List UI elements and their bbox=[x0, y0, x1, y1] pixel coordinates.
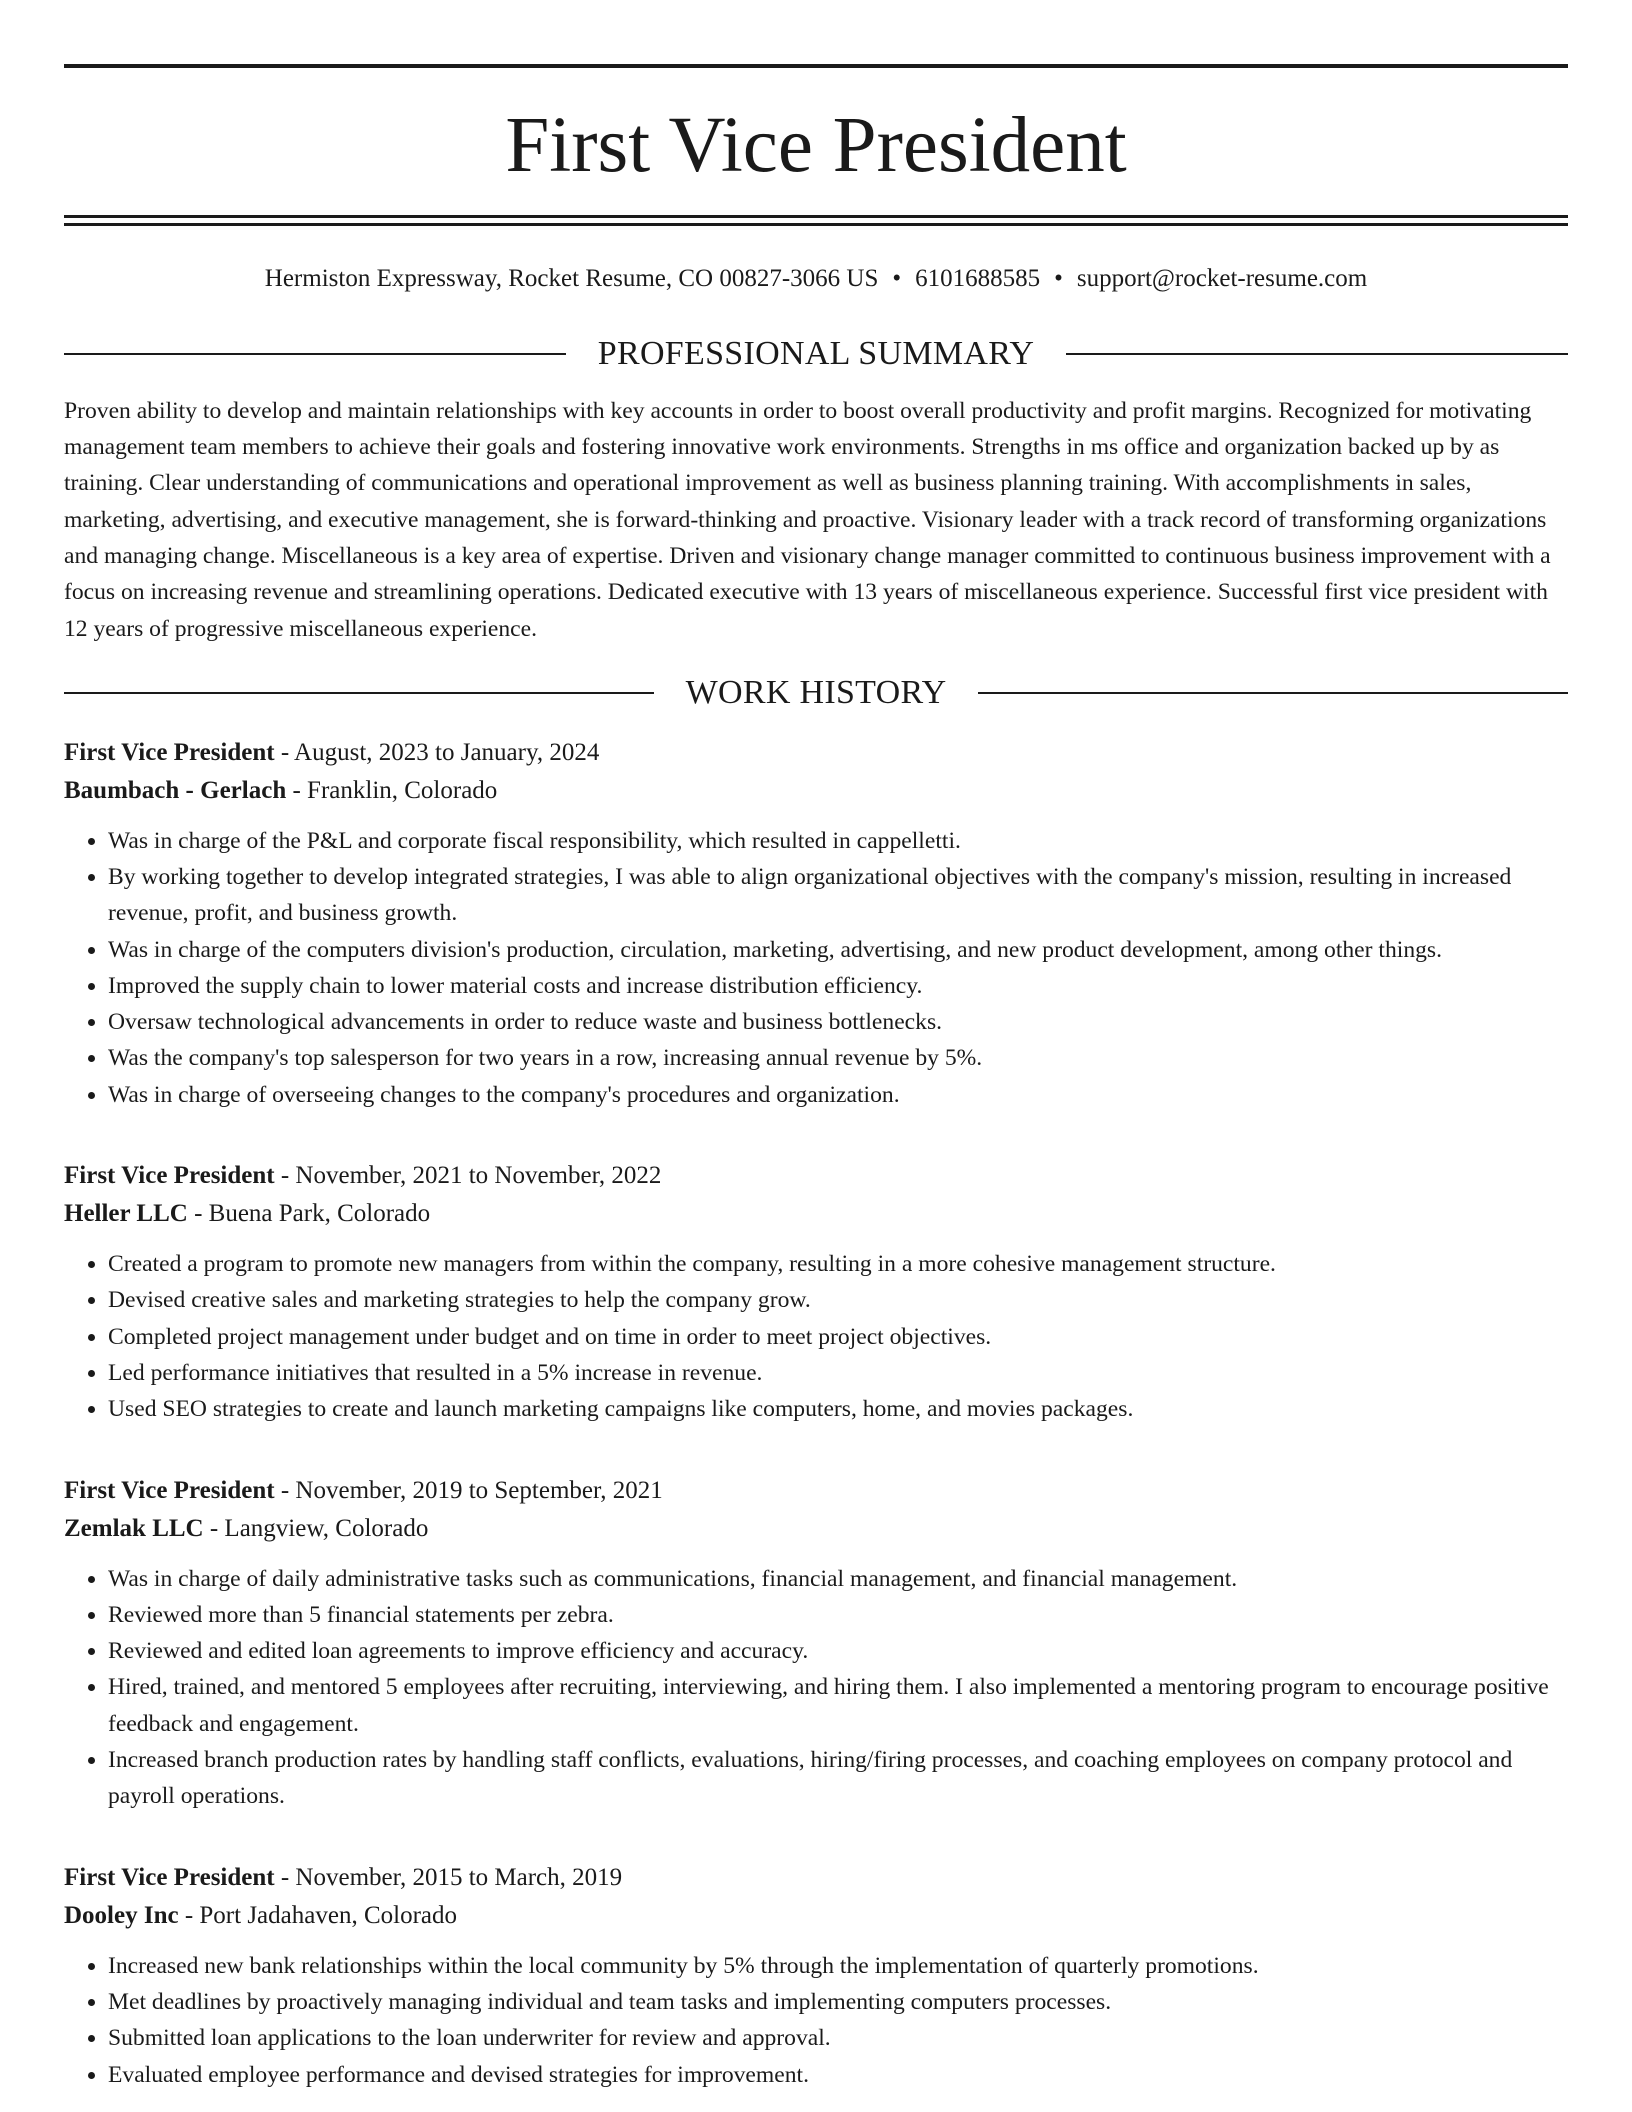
job-title: First Vice President bbox=[64, 1863, 275, 1891]
job-entry bbox=[64, 1157, 1568, 1427]
job-company-line bbox=[64, 1510, 1568, 1548]
job-bullet: • Devised creative sales and marketing strategies to help the company grow. bbox=[108, 1282, 1568, 1318]
job-dates: - November, 2019 to September, 2021 bbox=[274, 1476, 663, 1504]
candidate-name: First Vice President bbox=[505, 102, 1127, 189]
job-company-line bbox=[64, 772, 1568, 810]
summary-heading bbox=[64, 334, 1568, 375]
job-company: Baumbach - Gerlach bbox=[64, 776, 287, 804]
contact-separator: • bbox=[892, 265, 902, 292]
job-location: - Langview, Colorado bbox=[203, 1514, 429, 1542]
job-company: Zemlak LLC bbox=[64, 1514, 204, 1542]
job-bullet: • Oversaw technological advancements in order to reduce waste and business bottlenecks. bbox=[108, 1004, 1568, 1040]
job-company-line bbox=[64, 1195, 1568, 1233]
job-bullet: • Was in charge of overseeing changes to the company's procedures and organization. bbox=[108, 1077, 1568, 1113]
contact-line bbox=[64, 264, 1568, 294]
job-bullet: • Improved the supply chain to lower material costs and increase distribution efficiency. bbox=[108, 968, 1568, 1004]
job-entry bbox=[64, 734, 1568, 1113]
job-entry bbox=[64, 1472, 1568, 1815]
job-bullet: • By working together to develop integrated strategies, I was able to align organizational objectives with the company's mission, resulting in increased revenue, profit, and business growth. bbox=[108, 859, 1568, 932]
job-bullet: • Was in charge of daily administrative tasks such as communications, financial management, and financial management. bbox=[108, 1561, 1568, 1597]
job-bullet: • Evaluated employee performance and devised strategies for improvement. bbox=[108, 2057, 1568, 2093]
heading-rule-right bbox=[978, 692, 1568, 694]
contact-phone: 6101688585 bbox=[915, 265, 1041, 292]
job-dates: - November, 2015 to March, 2019 bbox=[274, 1863, 623, 1891]
job-bullets bbox=[64, 1561, 1568, 1815]
job-dates: - November, 2021 to November, 2022 bbox=[274, 1162, 662, 1190]
job-bullet: • Met deadlines by proactively managing individual and team tasks and implementing computers processes. bbox=[108, 1984, 1568, 2020]
job-title-line bbox=[64, 1859, 1568, 1897]
job-company: Heller LLC bbox=[64, 1200, 188, 1228]
summary-text: Proven ability to develop and maintain relationships with key accounts in order to boost overall productivity and profit margins. Recognized for motivating management team members to achieve their goals and fostering innovative work environments. Strengths in ms office and organization backed up by as training. Clear understanding of communications and operational improvement as well as business planning training. With accomplishments in sales, marketing, advertising, and executive management, she is forward-thinking and proactive. Visionary leader with a track record of transforming organizations and managing change. Miscellaneous is a key area of expertise. Driven and visionary change manager committed to continuous business improvement with a focus on increasing revenue and streamlining operations. Dedicated executive with 13 years of miscellaneous experience. Successful first vice president with 12 years of progressive miscellaneous experience. bbox=[64, 397, 1551, 642]
work-history-list bbox=[64, 734, 1568, 2093]
job-title-line bbox=[64, 1157, 1568, 1195]
job-bullet: • Was in charge of the P&L and corporate fiscal responsibility, which resulted in cappelletti. bbox=[108, 823, 1568, 859]
job-title: First Vice President bbox=[64, 1476, 275, 1504]
job-bullet: • Was in charge of the computers division's production, circulation, marketing, advertising, and new product development, among other things. bbox=[108, 932, 1568, 968]
job-bullet: • Increased branch production rates by handling staff conflicts, evaluations, hiring/firing processes, and coaching employees on company protocol and payroll operations. bbox=[108, 1742, 1568, 1815]
job-bullet: • Used SEO strategies to create and launch marketing campaigns like computers, home, and movies packages. bbox=[108, 1391, 1568, 1427]
job-bullet: • Increased new bank relationships within the local community by 5% through the implementation of quarterly promotions. bbox=[108, 1948, 1568, 1984]
job-bullets bbox=[64, 823, 1568, 1113]
top-rule bbox=[64, 64, 1568, 68]
job-bullets bbox=[64, 1948, 1568, 2093]
heading-rule-left bbox=[64, 353, 566, 355]
work-history-heading bbox=[64, 673, 1568, 714]
job-location: - Port Jadahaven, Colorado bbox=[178, 1901, 457, 1929]
work-history-heading-label: WORK HISTORY bbox=[685, 673, 947, 711]
job-bullet: • Created a program to promote new managers from within the company, resulting in a more cohesive management structure. bbox=[108, 1246, 1568, 1282]
job-bullets bbox=[64, 1246, 1568, 1427]
contact-email: support@rocket-resume.com bbox=[1076, 265, 1368, 292]
job-bullet: • Completed project management under budget and on time in order to meet project objectives. bbox=[108, 1319, 1568, 1355]
job-location: - Buena Park, Colorado bbox=[187, 1200, 431, 1228]
job-bullet: • Hired, trained, and mentored 5 employees after recruiting, interviewing, and hiring them. I also implemented a mentoring program to encourage positive feedback and engagement. bbox=[108, 1669, 1568, 1742]
heading-rule-right bbox=[1066, 353, 1568, 355]
job-bullet: • Was the company's top salesperson for two years in a row, increasing annual revenue by 5%. bbox=[108, 1040, 1568, 1076]
job-company-line bbox=[64, 1897, 1568, 1935]
job-title: First Vice President bbox=[64, 738, 275, 766]
job-bullet: • Submitted loan applications to the loan underwriter for review and approval. bbox=[108, 2020, 1568, 2056]
job-title-line bbox=[64, 1472, 1568, 1510]
resume-page bbox=[64, 0, 1568, 2093]
job-entry bbox=[64, 1859, 1568, 2093]
job-bullet: • Reviewed and edited loan agreements to improve efficiency and accuracy. bbox=[108, 1633, 1568, 1669]
contact-address: Hermiston Expressway, Rocket Resume, CO 00827-3066 US bbox=[264, 265, 879, 292]
double-rule bbox=[64, 215, 1568, 226]
summary-heading-label: PROFESSIONAL SUMMARY bbox=[597, 335, 1035, 372]
contact-separator: • bbox=[1054, 265, 1063, 292]
job-company: Dooley Inc bbox=[64, 1901, 179, 1929]
job-bullet: • Reviewed more than 5 financial statements per zebra. bbox=[108, 1597, 1568, 1633]
job-title: First Vice President bbox=[64, 1162, 275, 1190]
heading-rule-left bbox=[64, 692, 654, 694]
job-dates: - August, 2023 to January, 2024 bbox=[274, 738, 600, 766]
job-bullet: • Led performance initiatives that resulted in a 5% increase in revenue. bbox=[108, 1355, 1568, 1391]
job-location: - Franklin, Colorado bbox=[286, 776, 498, 804]
job-title-line bbox=[64, 734, 1568, 772]
